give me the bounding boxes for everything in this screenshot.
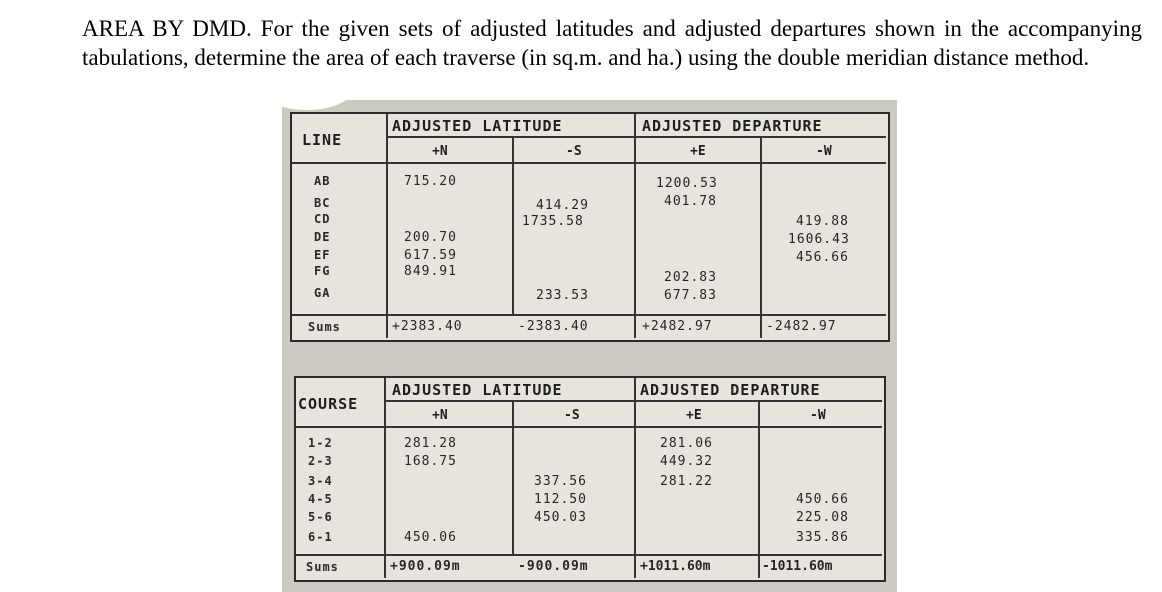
line-label: BC	[314, 196, 331, 210]
east-header: +E	[690, 144, 706, 159]
east-value: 202.83	[664, 270, 717, 285]
course-label: 6-1	[308, 530, 333, 544]
west-value: 1606.43	[788, 232, 850, 247]
adjusted-departure-header: ADJUSTED DEPARTURE	[642, 117, 823, 135]
tabulation-photo	[282, 100, 897, 592]
west-value: 450.66	[796, 492, 849, 507]
sum-north: +900.09m	[390, 559, 461, 574]
east-value: 281.06	[660, 436, 713, 451]
west-header: -W	[816, 144, 832, 159]
west-value: 456.66	[796, 250, 849, 265]
adjusted-latitude-header: ADJUSTED LATITUDE	[392, 117, 563, 135]
problem-statement: AREA BY DMD. For the given sets of adjusted latitudes and adjusted departures shown in the accompanying tabulations, determine the area of each traverse (in sq.m. and ha.) using the double meridian distance method.	[82, 16, 1142, 70]
sum-east: +1011.60m	[640, 559, 711, 574]
line-label: AB	[314, 174, 331, 188]
sum-east: +2482.97	[642, 319, 713, 334]
north-value: 168.75	[404, 454, 457, 469]
south-value: 233.53	[536, 288, 589, 303]
line-label: DE	[314, 230, 331, 244]
south-value: 112.50	[534, 492, 587, 507]
adjusted-departure-header: ADJUSTED DEPARTURE	[640, 381, 821, 399]
south-value: 450.03	[534, 510, 587, 525]
east-value: 449.32	[660, 454, 713, 469]
south-value: 1735.58	[522, 214, 584, 229]
north-value: 849.91	[404, 264, 457, 279]
north-value: 281.28	[404, 436, 457, 451]
east-value: 677.83	[664, 288, 717, 303]
south-value: 414.29	[536, 198, 589, 213]
east-value: 281.22	[660, 474, 713, 489]
course-label: 4-5	[308, 492, 333, 506]
col-course-header: COURSE	[298, 395, 359, 413]
line-label: FG	[314, 264, 331, 278]
west-value: 419.88	[796, 214, 849, 229]
line-label: EF	[314, 248, 331, 262]
table-courses	[294, 376, 886, 582]
course-label: 1-2	[308, 436, 333, 450]
line-label: CD	[314, 212, 331, 226]
course-label: 2-3	[308, 454, 333, 468]
east-value: 1200.53	[656, 176, 718, 191]
north-header: +N	[432, 144, 448, 159]
sum-west: -1011.60m	[762, 559, 833, 574]
sum-north: +2383.40	[392, 319, 463, 334]
sums-label: Sums	[306, 560, 339, 574]
north-value: 200.70	[404, 230, 457, 245]
sum-south: -2383.40	[518, 319, 589, 334]
sum-south: -900.09m	[518, 559, 589, 574]
east-header: +E	[686, 408, 702, 423]
west-value: 225.08	[796, 510, 849, 525]
south-header: -S	[566, 144, 582, 159]
sum-west: -2482.97	[766, 319, 837, 334]
col-line-header: LINE	[302, 131, 343, 149]
course-label: 3-4	[308, 474, 333, 488]
south-header: -S	[564, 408, 580, 423]
north-value: 617.59	[404, 248, 457, 263]
north-value: 715.20	[404, 174, 457, 189]
photo-glare	[282, 100, 352, 110]
course-label: 5-6	[308, 510, 333, 524]
north-value: 450.06	[404, 530, 457, 545]
west-value: 335.86	[796, 530, 849, 545]
line-label: GA	[314, 286, 331, 300]
east-value: 401.78	[664, 194, 717, 209]
adjusted-latitude-header: ADJUSTED LATITUDE	[392, 381, 563, 399]
sums-label: Sums	[308, 320, 341, 334]
north-header: +N	[432, 408, 448, 423]
west-header: -W	[810, 408, 826, 423]
south-value: 337.56	[534, 474, 587, 489]
table-lines	[290, 112, 890, 342]
